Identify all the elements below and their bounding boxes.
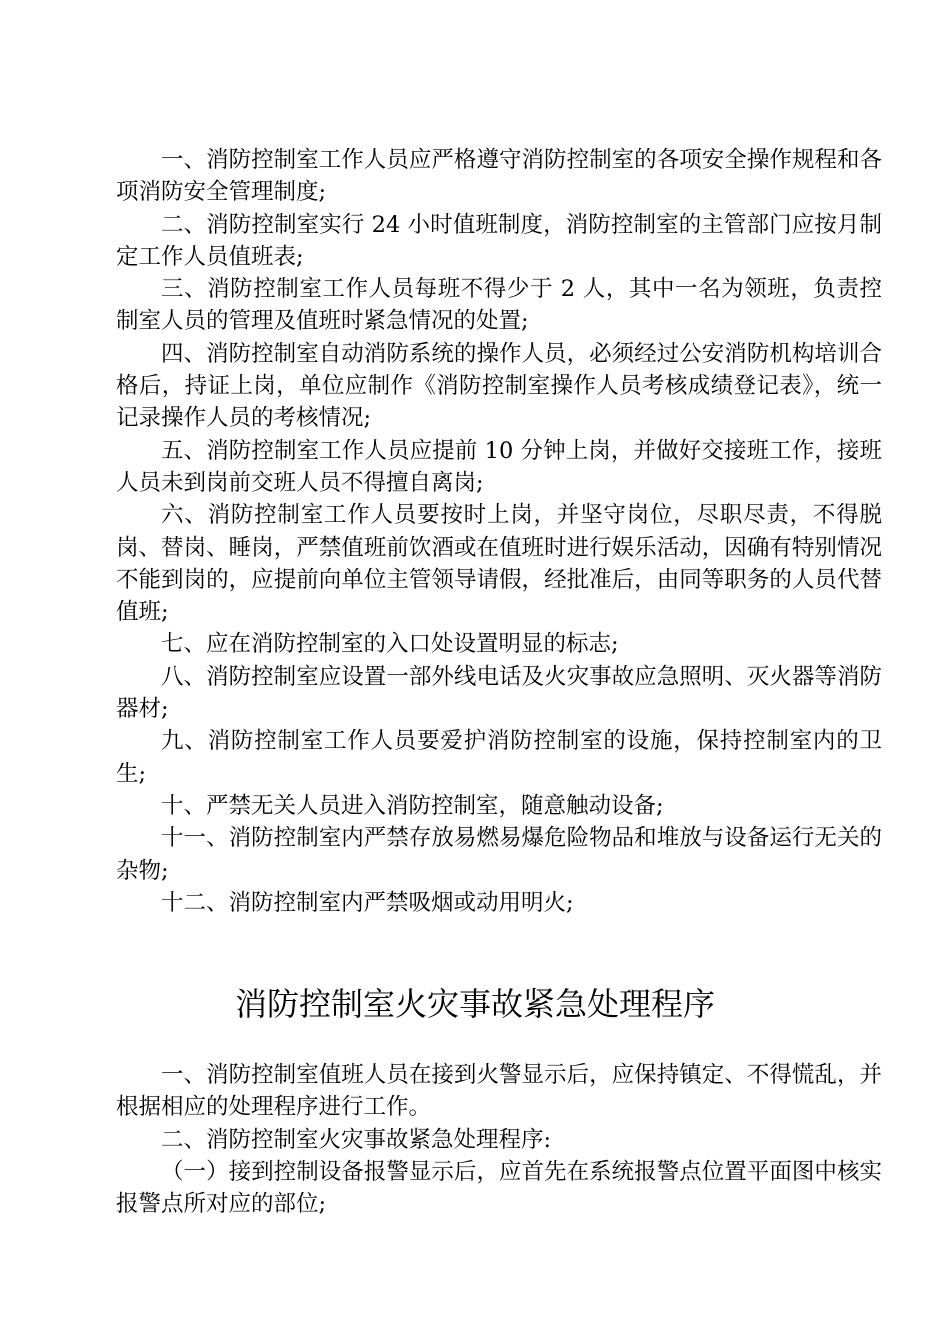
- rule-paragraph: 十一、消防控制室内严禁存放易燃易爆危险物品和堆放与设备运行无关的杂物;: [116, 825, 882, 884]
- procedure-section: [116, 1059, 882, 1220]
- procedure-paragraph: （一）接到控制设备报警显示后，应首先在系统报警点位置平面图中核实报警点所对应的部位;: [116, 1158, 882, 1218]
- rule-paragraph: 八、消防控制室应设置一部外线电话及火灾事故应急照明、灭火器等消防器材;: [116, 663, 882, 723]
- rule-paragraph: 五、消防控制室工作人员应提前 10 分钟上岗，并做好交接班工作，接班人员未到岗前交班人员不得擅自离岗;: [116, 437, 882, 496]
- rule-paragraph: 二、消防控制室实行 24 小时值班制度，消防控制室的主管部门应按月制定工作人员值班表;: [116, 211, 882, 270]
- rule-paragraph: 十、严禁无关人员进入消防控制室，随意触动设备;: [161, 792, 664, 819]
- rule-paragraph: 三、消防控制室工作人员每班不得少于 2 人，其中一名为领班，负责控制室人员的管理及值班时紧急情况的处置;: [116, 276, 882, 335]
- rule-paragraph: 六、消防控制室工作人员要按时上岗，并坚守岗位，尽职尽责，不得脱岗、替岗、睡岗，严禁值班前饮酒或在值班时进行娱乐活动，因确有特别情况不能到岗的，应提前向单位主管领导请假，经批准后，由同等职务的人员代替值班;: [116, 502, 882, 626]
- rule-paragraph: 九、消防控制室工作人员要爱护消防控制室的设施，保持控制室内的卫生;: [116, 728, 882, 787]
- procedure-paragraph: 二、消防控制室火灾事故紧急处理程序:: [161, 1126, 552, 1153]
- rule-paragraph: 七、应在消防控制室的入口处设置明显的标志;: [161, 631, 619, 658]
- rules-section: [116, 144, 882, 919]
- procedure-paragraph: 一、消防控制室值班人员在接到火警显示后，应保持镇定、不得慌乱，并根据相应的处理程序进行工作。: [116, 1062, 882, 1121]
- rule-paragraph: 四、消防控制室自动消防系统的操作人员，必须经过公安消防机构培训合格后，持证上岗，单位应制作《消防控制室操作人员考核成绩登记表》，统一记录操作人员的考核情况;: [116, 340, 882, 432]
- rule-paragraph: 十二、消防控制室内严禁吸烟或动用明火;: [161, 889, 574, 916]
- rule-paragraph: 一、消防控制室工作人员应严格遵守消防控制室的各项安全操作规程和各项消防安全管理制度;: [116, 147, 882, 206]
- procedure-title: 消防控制室火灾事故紧急处理程序: [234, 985, 715, 1023]
